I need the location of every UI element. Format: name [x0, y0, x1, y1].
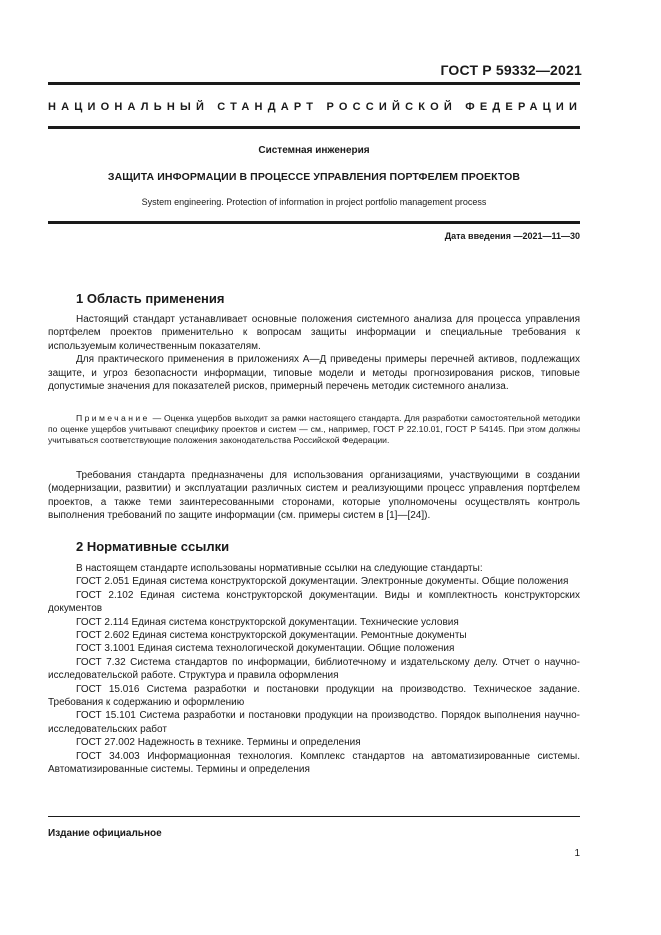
paragraph: Требования стандарта предназначены для использования организациями, участвующими в создании (модернизации, развитии) и эксплуатации различных систем и реализующими процесс управления портфелем проектов, а также теми заинтересованными сторонами, которые уполномочены осуществлять контроль выполнения требований по защите информации (см. примеры систем в [1]—[24]). — [48, 470, 580, 522]
paragraph: Настоящий стандарт устанавливает основные положения системного анализа для процесса управления портфелем проектов применительно к вопросам защиты информации и специальные требования к используемым количественным показателям. — [48, 314, 580, 352]
list-item: ГОСТ 2.114 Единая система конструкторской документации. Технические условия — [76, 616, 459, 628]
list-item: ГОСТ 27.002 Надежность в технике. Термины и определения — [76, 737, 361, 749]
national-standard-banner: НАЦИОНАЛЬНЫЙ СТАНДАРТ РОССИЙСКОЙ ФЕДЕРАЦИИ — [48, 101, 583, 113]
note — [48, 413, 580, 447]
footer-rule — [48, 816, 580, 817]
list-item: ГОСТ 34.003 Информационная технология. Комплекс стандартов на автоматизированные системы. Автоматизированные системы. Термины и определения — [48, 750, 580, 776]
title-rule — [48, 221, 580, 224]
list-item: ГОСТ 15.016 Система разработки и постановки продукции на производство. Техническое задание. Требования к содержанию и оформлению — [48, 683, 580, 709]
note-label: Примечание — [76, 413, 150, 423]
list-item: ГОСТ 2.602 Единая система конструкторской документации. Ремонтные документы — [76, 630, 467, 642]
introduction-date: Дата введения —2021—11—30 — [444, 231, 580, 241]
normative-references-list — [48, 562, 580, 777]
paragraph: Для практического применения в приложениях А—Д приведены примеры перечней активов, подлежащих защите, и угроз безопасности информации, типовые модели и методы прогнозирования рисков, типовые допустимые значения для показателей рисков, примерный перечень методик системного анализа. — [48, 354, 580, 393]
edition-label: Издание официальное — [48, 828, 162, 839]
document-title-ru: ЗАЩИТА ИНФОРМАЦИИ В ПРОЦЕССЕ УПРАВЛЕНИЯ ПОРТФЕЛЕМ ПРОЕКТОВ — [107, 171, 521, 183]
page-number: 1 — [574, 848, 580, 859]
document-title-en: System engineering. Protection of information in project portfolio management process — [141, 197, 487, 207]
section-2-heading: 2 Нормативные ссылки — [76, 539, 230, 554]
note-paragraph — [48, 413, 580, 447]
section-1-body — [48, 313, 580, 393]
section-1-body-continued — [48, 469, 580, 523]
section-1-heading: 1 Область применения — [76, 291, 225, 306]
list-item: ГОСТ 2.102 Единая система конструкторской документации. Виды и комплектность конструкторских документов — [48, 589, 580, 615]
references-intro: В настоящем стандарте использованы нормативные ссылки на следующие стандарты: — [76, 563, 483, 574]
note-body: — Оценка ущербов выходит за рамки настоящего стандарта. Для разработки самостоятельной методики по оценке ущербов учитывают специфику проектов и систем — см., например, ГОСТ Р 22.10.01, ГОСТ Р 54145. При этом должны учитываться соответствующие положения законодательства Российской Федерации. — [48, 413, 580, 446]
list-item: ГОСТ 3.1001 Единая система технологической документации. Общие положения — [76, 643, 455, 655]
banner-rule — [48, 126, 580, 129]
series-title: Системная инженерия — [258, 145, 370, 156]
top-rule — [48, 82, 580, 85]
list-item: ГОСТ 15.101 Система разработки и постановки продукции на производство. Порядок выполнения научно-исследовательских работ — [48, 710, 580, 735]
list-item: ГОСТ 2.051 Единая система конструкторской документации. Электронные документы. Общие положения — [76, 576, 569, 588]
list-item: ГОСТ 7.32 Система стандартов по информации, библиотечному и издательскому делу. Отчет о научно-исследовательской работе. Структура и правила оформления — [48, 656, 580, 682]
document-number: ГОСТ Р 59332—2021 — [440, 62, 582, 78]
